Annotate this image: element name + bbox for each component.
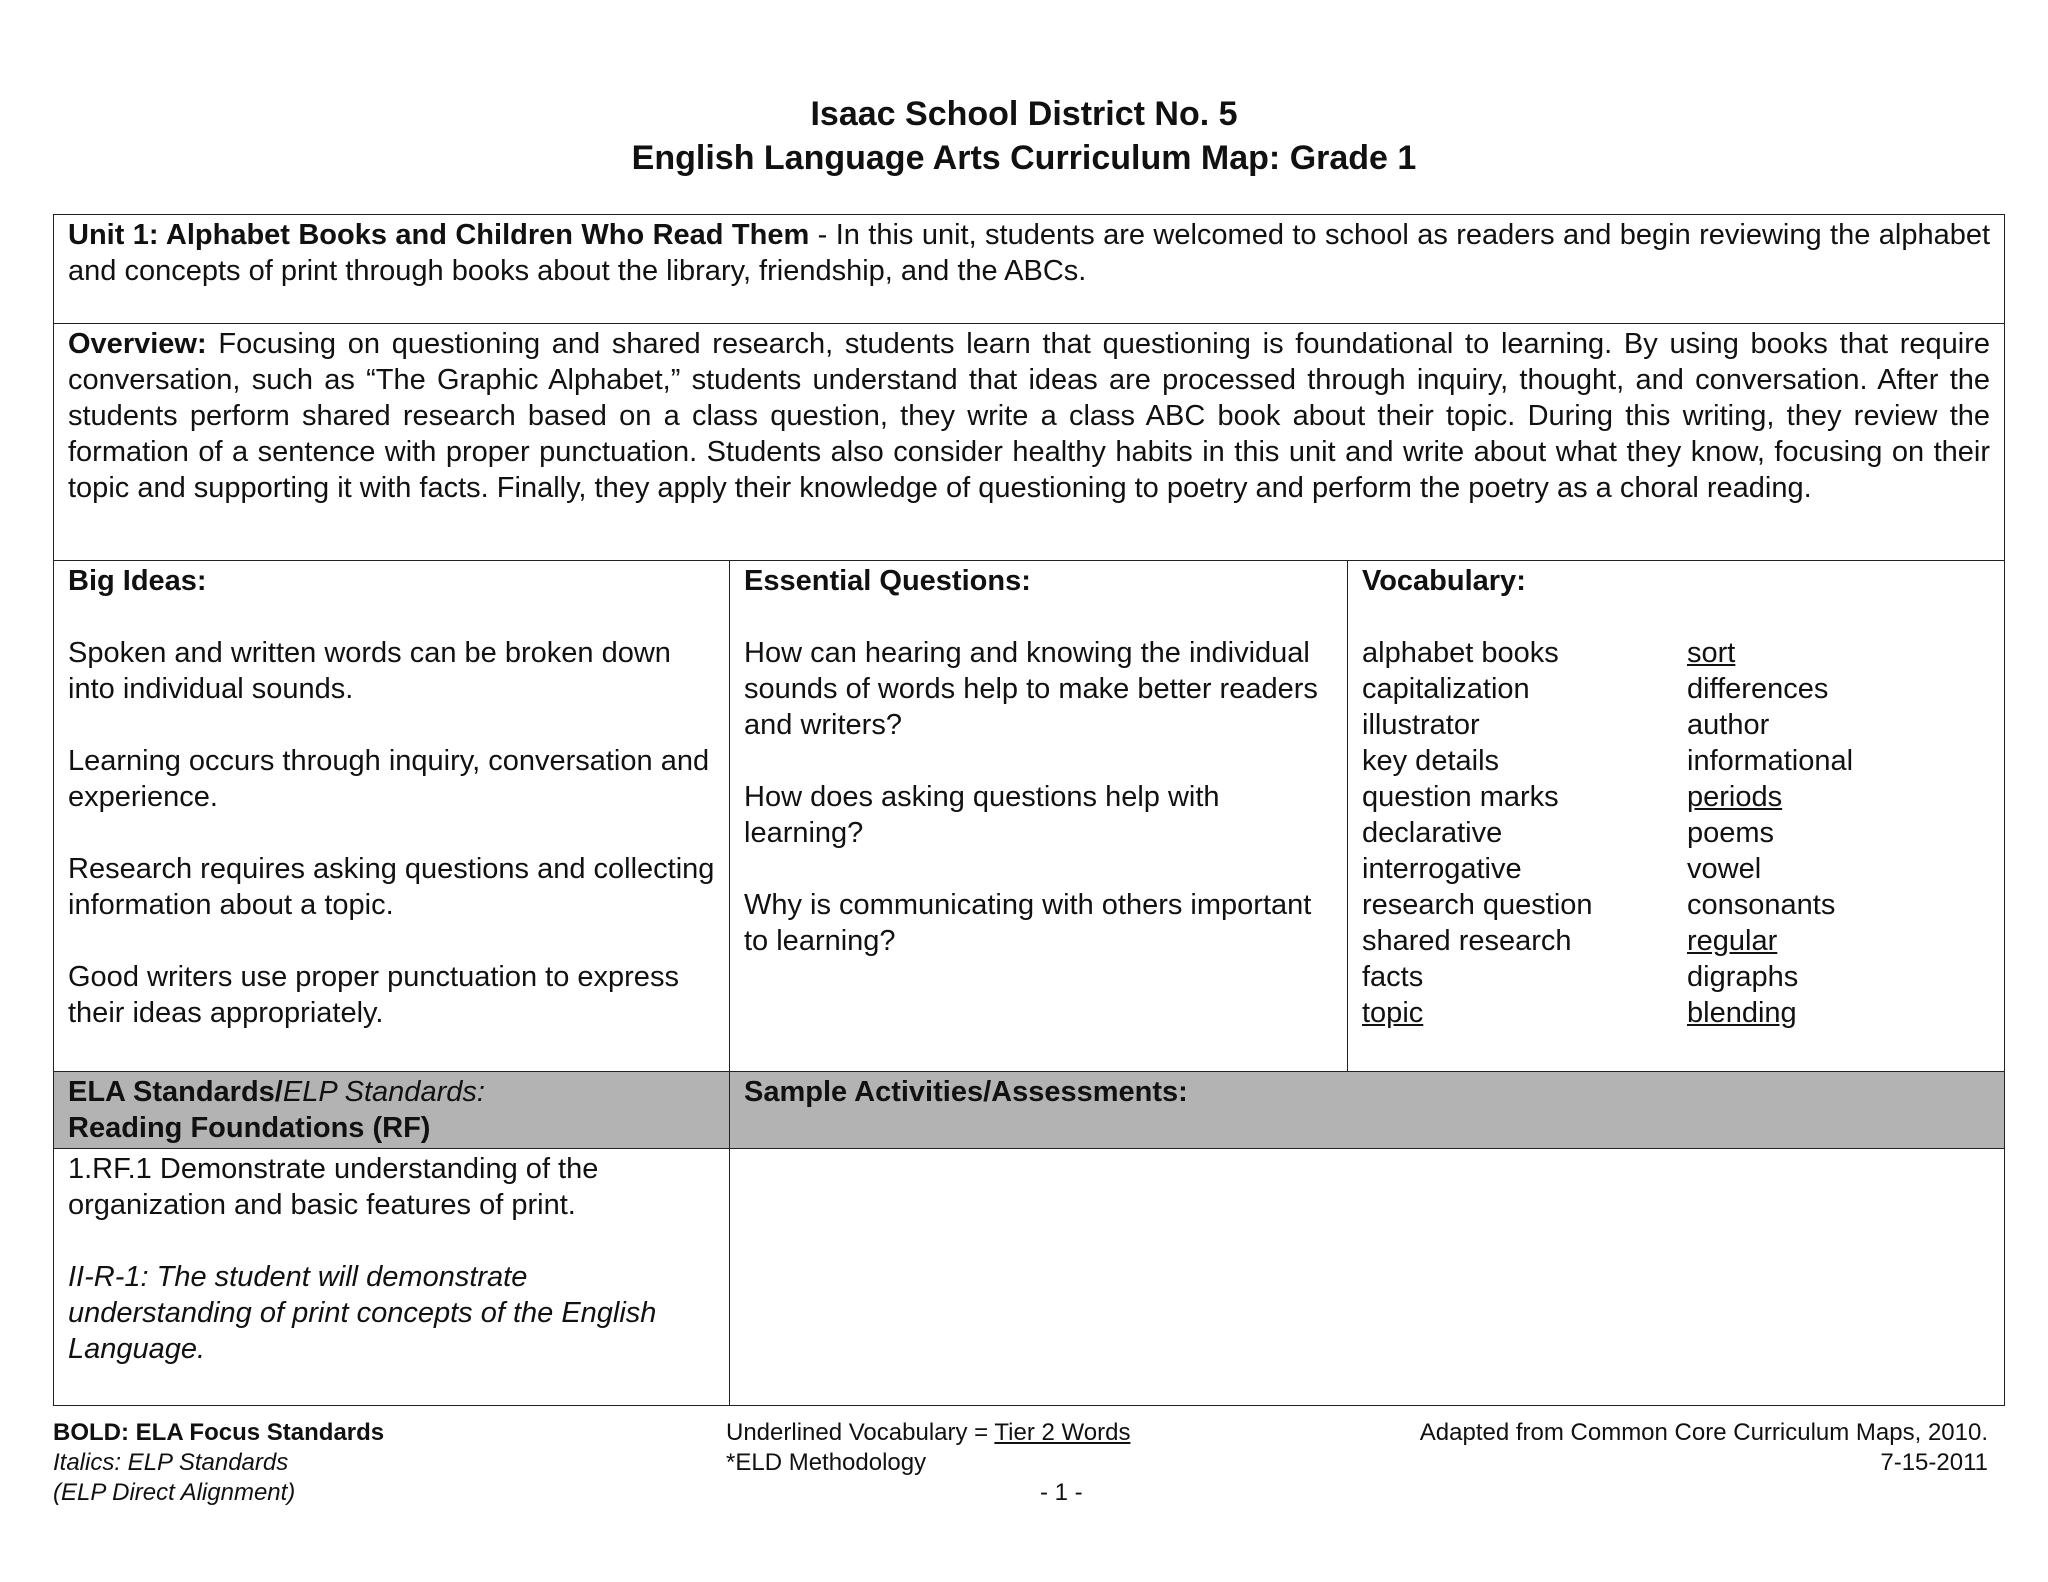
vocab-word: interrogative (1362, 853, 1522, 885)
vocab-word: shared research (1362, 925, 1572, 957)
ideas-row (54, 561, 2005, 1072)
vocabulary-list (1362, 635, 1990, 1031)
activities-label: Sample Activities/Assessments: (744, 1076, 1188, 1108)
footer-source (1362, 1418, 1988, 1478)
standards-row (54, 1149, 2005, 1406)
vocab-word-tier2: sort (1687, 637, 1736, 669)
big-idea-item: Research requires asking questions and collecting information about a topic. (68, 853, 715, 921)
vocab-word-tier2: blending (1687, 997, 1797, 1029)
vocab-word-tier2: topic (1362, 997, 1424, 1029)
unit-row (54, 215, 2005, 324)
essential-question-item: Why is communicating with others important to learning? (744, 889, 1312, 957)
footer-legend (53, 1418, 384, 1508)
standards-cell (54, 1149, 730, 1406)
ela-standards-label: ELA Standards/ (68, 1076, 283, 1108)
vocab-word: author (1687, 709, 1770, 741)
vocabulary-heading: Vocabulary: (1362, 565, 1526, 597)
vocab-word: key details (1362, 745, 1500, 777)
vocab-word: declarative (1362, 817, 1503, 849)
vocab-word: research question (1362, 889, 1593, 921)
big-idea-item: Spoken and written words can be broken down into individual sounds. (68, 637, 671, 705)
activities-cell (730, 1149, 2005, 1406)
activities-header-cell (730, 1072, 2005, 1149)
overview-label: Overview: (68, 328, 207, 360)
big-ideas-cell (54, 561, 730, 1072)
map-title: English Language Arts Curriculum Map: Grade 1 (631, 139, 1417, 177)
document-title (0, 92, 2048, 180)
vocab-word: capitalization (1362, 673, 1530, 705)
vocab-word: alphabet books (1362, 637, 1559, 669)
vocab-word: consonants (1687, 889, 1836, 921)
vocab-word: digraphs (1687, 961, 1799, 993)
footer-adapted-from: Adapted from Common Core Curriculum Maps, 2010. (1419, 1419, 1988, 1446)
elp-standard-text: II-R-1: The student will demonstrate understanding of print concepts of the English Language. (68, 1261, 657, 1365)
curriculum-map-table (53, 214, 2005, 1406)
footer-italics-legend: Italics: ELP Standards (53, 1449, 289, 1476)
footer-tier2-label: Tier 2 Words (994, 1419, 1131, 1446)
overview-text: Focusing on questioning and shared research, students learn that questioning is foundational to learning. By using books that require conversation, such as “The Graphic Alphabet,” students understand that ideas are processed through inquiry, thought, and conversation. After the students perform shared research based on a class question, they write a class ABC book about their topic. During this writing, they review the formation of a sentence with proper punctuation. Students also consider healthy habits in this unit and write about what they know, focusing on their topic and supporting it with facts. Finally, they apply their knowledge of questioning to poetry and perform the poetry as a choral reading. (68, 328, 1991, 504)
vocab-word: question marks (1362, 781, 1559, 813)
district-name: Isaac School District No. 5 (810, 95, 1238, 133)
standards-header-cell (54, 1072, 730, 1149)
unit-label: Unit 1: Alphabet Books and Children Who Read Them (68, 219, 810, 251)
vocab-word-tier2: periods (1687, 781, 1783, 813)
overview-row (54, 324, 2005, 561)
footer-underline-legend: Underlined Vocabulary = (726, 1419, 995, 1446)
standards-header-row (54, 1072, 2005, 1149)
big-ideas-heading: Big Ideas: (68, 565, 207, 597)
big-idea-item: Good writers use proper punctuation to express their ideas appropriately. (68, 961, 679, 1029)
unit-cell (54, 215, 2005, 324)
page-number: - 1 - (1040, 1479, 1083, 1506)
strand-label: Reading Foundations (RF) (68, 1112, 431, 1144)
essential-questions-heading: Essential Questions: (744, 565, 1031, 597)
elp-standards-label: ELP Standards: (282, 1076, 485, 1108)
vocab-word: poems (1687, 817, 1775, 849)
footer-eld-note: *ELD Methodology (726, 1449, 927, 1476)
footer-vocabulary-note (726, 1418, 1130, 1478)
ela-standard-text: 1.RF.1 Demonstrate understanding of the organization and basic features of print. (68, 1153, 599, 1221)
vocabulary-column-2 (1687, 635, 1990, 1031)
unit-description: - In this unit, students are welcomed to school as readers and begin reviewing the alphabet and concepts of print through books about the library, friendship, and the ABCs. (68, 219, 1991, 287)
vocab-word: informational (1687, 745, 1854, 777)
big-idea-item: Learning occurs through inquiry, conversation and experience. (68, 745, 710, 813)
footer-alignment-legend: (ELP Direct Alignment) (53, 1479, 296, 1506)
footer-date: 7-15-2011 (1880, 1449, 1988, 1476)
overview-cell (54, 324, 2005, 561)
vocab-word: illustrator (1362, 709, 1480, 741)
vocab-word: vowel (1687, 853, 1762, 885)
vocab-word: differences (1687, 673, 1829, 705)
vocabulary-cell (1348, 561, 2005, 1072)
essential-question-item: How can hearing and knowing the individual sounds of words help to make better readers and writers? (744, 637, 1318, 741)
essential-questions-cell (730, 561, 1348, 1072)
vocabulary-column-1 (1362, 635, 1687, 1031)
vocab-word: facts (1362, 961, 1424, 993)
essential-question-item: How does asking questions help with learning? (744, 781, 1220, 849)
footer-bold-legend: BOLD: ELA Focus Standards (53, 1419, 385, 1446)
vocab-word-tier2: regular (1687, 925, 1778, 957)
